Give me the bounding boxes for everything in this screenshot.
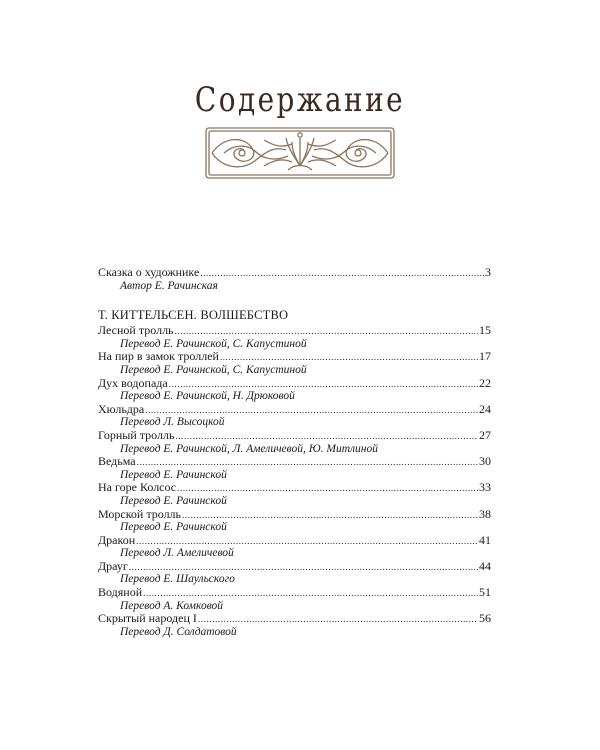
dot-leader: [175, 324, 478, 338]
entry-credit: Перевод Е. Рачинской, Л. Амеличевой, Ю. Митлиной: [120, 442, 378, 455]
toc-entry[interactable]: [98, 266, 491, 292]
dot-leader: [175, 429, 478, 443]
dot-leader: [220, 350, 478, 364]
entry-page-number: 38: [479, 506, 491, 521]
section-title: Т. КИТТЕЛЬСЕН. ВОЛШЕБСТВО: [98, 308, 289, 323]
entry-page-number: 33: [479, 480, 491, 495]
dot-leader: [137, 455, 478, 469]
dot-leader: [145, 403, 478, 417]
entry-page-number: 30: [479, 454, 491, 469]
entry-credit: Перевод Е. Шаульского: [120, 573, 235, 586]
entry-credit: Перевод А. Комковой: [120, 599, 224, 612]
entry-title: Драуг: [98, 558, 128, 573]
dot-leader: [169, 377, 478, 391]
dot-leader: [143, 586, 478, 600]
entry-title: Хюльдра: [98, 401, 145, 416]
toc-entry[interactable]: [98, 455, 491, 481]
dot-leader: [198, 612, 478, 626]
entry-title: Дракон: [98, 532, 136, 547]
entry-page-number: 56: [479, 611, 491, 626]
dot-leader: [129, 560, 478, 574]
entry-page-number: 44: [479, 558, 491, 573]
art-nouveau-ornament-icon: [204, 126, 396, 180]
entry-title: Дух водопада: [98, 375, 168, 390]
dot-leader: [182, 508, 478, 522]
entry-title: Сказка о художнике: [98, 265, 200, 279]
entry-title: На горе Колсос: [98, 480, 177, 495]
entry-credit: Перевод Е. Рачинской, С. Капустиной: [120, 337, 307, 350]
entry-credit: Перевод Е. Рачинской, С. Капустиной: [120, 363, 307, 376]
entry-credit: Перевод Л. Амеличевой: [120, 547, 234, 560]
page-title: Содержание: [194, 80, 406, 120]
entry-title: Лесной тролль: [98, 323, 174, 338]
entry-title: На пир в замок троллей: [98, 349, 219, 364]
toc-entry[interactable]: [98, 612, 491, 638]
entry-credit: Перевод Е. Рачинской, Н. Дрюковой: [120, 390, 295, 403]
entry-page-number: 15: [479, 323, 491, 338]
entry-page-number: 17: [479, 349, 491, 364]
entry-credit: Перевод Е. Рачинской: [120, 521, 227, 534]
toc-entry[interactable]: [98, 481, 491, 507]
entry-page-number: 51: [479, 585, 491, 600]
entry-page-number: 3: [485, 265, 491, 279]
toc-entry[interactable]: [98, 508, 491, 534]
dot-leader: [136, 534, 478, 548]
toc-entry[interactable]: [98, 377, 491, 403]
entry-title: Горный тролль: [98, 427, 175, 442]
entry-page-number: 41: [479, 532, 491, 547]
entry-page-number: 22: [479, 375, 491, 390]
entry-page-number: 24: [479, 401, 491, 416]
toc-entry[interactable]: [98, 324, 491, 350]
table-of-contents: [98, 266, 491, 638]
entry-page-number: 27: [479, 427, 491, 442]
toc-entry[interactable]: [98, 350, 491, 376]
toc-entry[interactable]: [98, 429, 491, 455]
entry-credit: Перевод Е. Рачинской: [120, 494, 227, 507]
toc-entry[interactable]: [98, 403, 491, 429]
toc-entry[interactable]: [98, 534, 491, 560]
entry-credit: Перевод Е. Рачинской: [120, 468, 227, 481]
dot-leader: [177, 481, 478, 495]
entry-title: Скрытый народец I: [98, 611, 197, 626]
entry-credit: Перевод Л. Высоцкой: [120, 416, 225, 429]
entry-title: Морской тролль: [98, 506, 182, 521]
dot-leader: [200, 266, 484, 280]
toc-entry[interactable]: [98, 560, 491, 586]
toc-entry[interactable]: [98, 586, 491, 612]
entry-title: Ведьма: [98, 454, 136, 469]
entry-title: Водяной: [98, 585, 143, 600]
entry-credit: Автор Е. Рачинская: [120, 279, 218, 292]
entry-credit: Перевод Д. Солдатовой: [120, 625, 237, 638]
